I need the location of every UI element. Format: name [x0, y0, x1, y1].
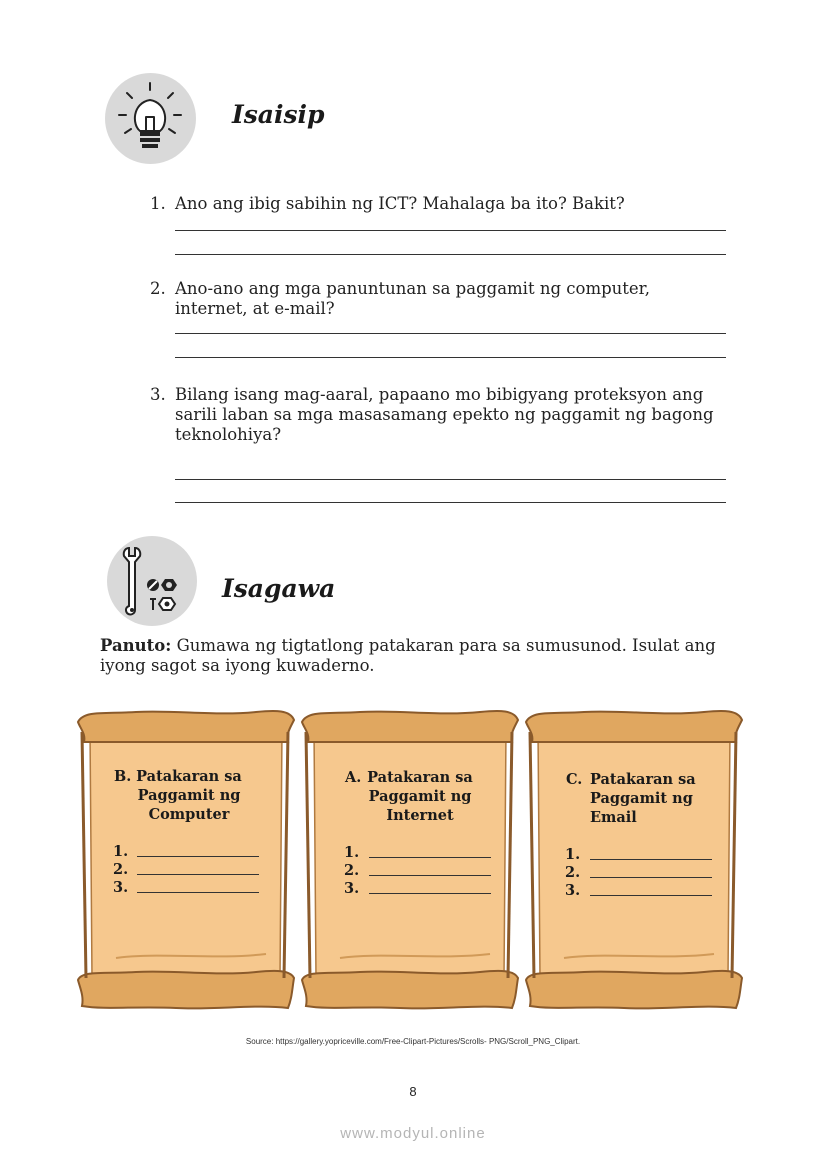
answer-line[interactable] [369, 857, 491, 858]
scroll-internet [300, 708, 520, 1013]
instruction [100, 636, 740, 676]
question-text: Ano ang ibig sabihin ng ICT? Mahalaga ba ito? Bakit? [175, 194, 625, 213]
answer-line[interactable] [590, 877, 712, 878]
answer-line[interactable] [137, 892, 259, 893]
answer-line[interactable] [590, 859, 712, 860]
scroll-content [300, 708, 520, 1013]
answer-line[interactable] [175, 333, 726, 334]
tools-icon [107, 536, 197, 626]
scroll-item-number: 2. [565, 864, 581, 881]
answer-line[interactable] [175, 230, 726, 231]
page-number: 8 [409, 1084, 417, 1099]
scroll-letter: A. [345, 769, 362, 786]
answer-line[interactable] [369, 893, 491, 894]
scroll-item-number: 1. [344, 844, 360, 861]
question-number: 3. [150, 385, 166, 404]
scroll-title: Patakaran sa Paggamit ng Internet [367, 769, 473, 824]
lightbulb-icon-badge [105, 73, 196, 164]
scroll-content [524, 708, 744, 1013]
answer-line[interactable] [369, 875, 491, 876]
scroll-item-number: 3. [344, 880, 360, 897]
scroll-letter: C. [566, 771, 583, 788]
scroll-title: Patakaran sa Paggamit ng Email [590, 771, 696, 826]
question-text: Bilang isang mag-aaral, papaano mo bibigyang proteksyon ang sarili laban sa mga masasamang epekto ng paggamit ng bagong teknolohiya? [175, 385, 714, 444]
scroll-item-number: 3. [113, 879, 129, 896]
question-number: 1. [150, 194, 166, 213]
answer-line[interactable] [137, 856, 259, 857]
question-number: 2. [150, 279, 166, 298]
scroll-computer [76, 708, 296, 1013]
instruction-text: Gumawa ng tigtatlong patakaran para sa sumusunod. Isulat ang iyong sagot sa iyong kuwaderno. [100, 636, 716, 675]
answer-line[interactable] [590, 895, 712, 896]
watermark: www.modyul.online [340, 1125, 486, 1142]
scroll-email [524, 708, 744, 1013]
scroll-content [76, 708, 296, 1013]
tools-icon-badge [107, 536, 197, 626]
answer-line[interactable] [175, 254, 726, 255]
scroll-item-number: 1. [113, 843, 129, 860]
scroll-item-number: 3. [565, 882, 581, 899]
scroll-letter: B. [114, 768, 132, 785]
answer-line[interactable] [137, 874, 259, 875]
scroll-title: Patakaran sa Paggamit ng Computer [136, 768, 242, 823]
scroll-item-number: 2. [344, 862, 360, 879]
isaisip-title: Isaisip [232, 100, 325, 129]
scroll-item-number: 2. [113, 861, 129, 878]
answer-line[interactable] [175, 502, 726, 503]
scroll-item-number: 1. [565, 846, 581, 863]
isagawa-title: Isagawa [222, 574, 336, 603]
instruction-label: Panuto: [100, 636, 172, 655]
image-source-credit: Source: https://gallery.yopriceville.com/Free-Clipart-Pictures/Scrolls- PNG/Scroll_PNG_Clipart. [245, 1037, 581, 1046]
question-text: Ano-ano ang mga panuntunan sa paggamit ng computer, internet, at e-mail? [175, 279, 650, 318]
answer-line[interactable] [175, 479, 726, 480]
answer-line[interactable] [175, 357, 726, 358]
lightbulb-icon [105, 73, 196, 164]
